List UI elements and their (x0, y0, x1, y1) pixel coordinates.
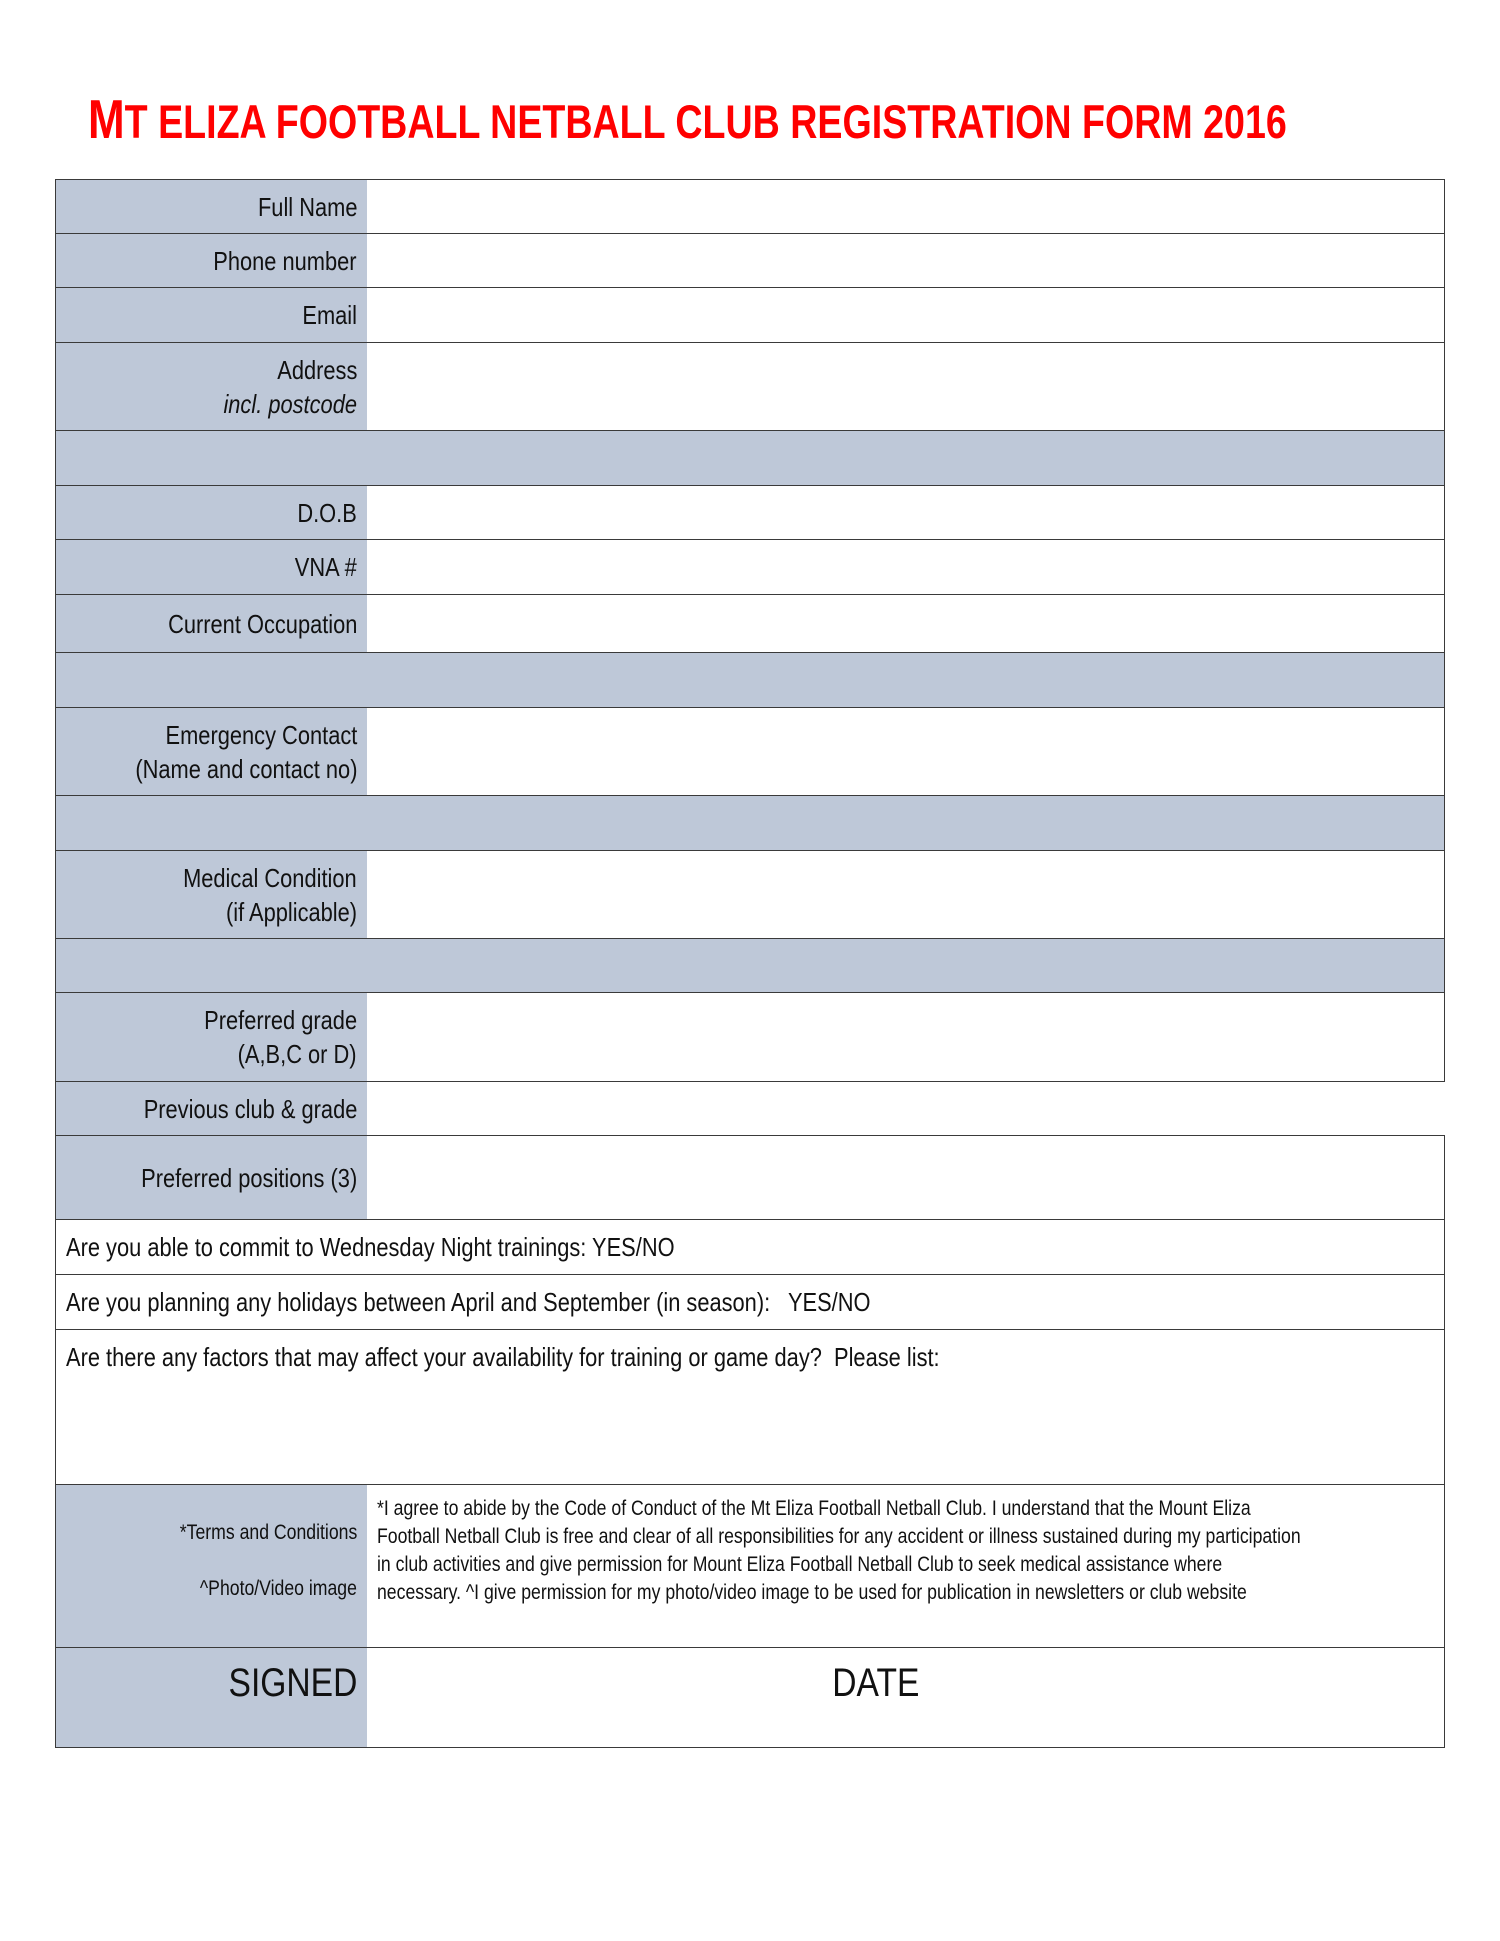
preferred-positions-input[interactable] (367, 1135, 1445, 1220)
medical-condition-input[interactable] (367, 850, 1445, 939)
question-text: Are there any factors that may affect your availability for training or game day? Please list: (66, 1342, 940, 1372)
field-label-cell (55, 233, 368, 288)
field-sublabel: (A,B,C or D) (238, 1039, 357, 1069)
terms-line: *I agree to abide by the Code of Conduct of the Mt Eliza Football Netball Club. I understand that the Mount Eliza (377, 1497, 1251, 1520)
previous-club-input[interactable] (367, 1081, 1445, 1136)
photo-video-label: ^Photo/Video image (199, 1577, 357, 1600)
field-label: Previous club & grade (143, 1093, 357, 1124)
field-label: D.O.B (297, 497, 357, 528)
field-row-preferred-grade (55, 992, 1445, 1082)
signed-label: SIGNED (228, 1661, 357, 1705)
field-label-cell (55, 594, 368, 653)
full-name-input[interactable] (367, 179, 1445, 234)
form-title-initial: M (88, 88, 125, 150)
field-label-cell (55, 287, 368, 343)
question-text: Are you planning any holidays between April and September (in season): YES/NO (66, 1287, 871, 1317)
field-row-medical-condition (55, 850, 1445, 939)
field-label-cell (55, 1081, 368, 1136)
emergency-contact-input[interactable] (367, 707, 1445, 796)
vna-number-input[interactable] (367, 539, 1445, 595)
wednesday-training-answer[interactable] (55, 1219, 1445, 1275)
field-label: Preferred positions (3) (140, 1162, 357, 1193)
holidays-answer[interactable] (55, 1274, 1445, 1330)
field-label: Email (302, 300, 357, 330)
form-title-rest: T ELIZA FOOTBALL NETBALL CLUB REGISTRATION FORM 2016 (124, 95, 1287, 148)
field-row-phone (55, 233, 1445, 288)
field-row-dob (55, 485, 1445, 540)
separator-bar (55, 652, 1445, 708)
phone-number-input[interactable] (367, 233, 1445, 288)
field-label: Emergency Contact (165, 719, 357, 750)
field-label: Medical Condition (183, 862, 357, 893)
separator-bar (55, 430, 1445, 486)
separator-bar (55, 795, 1445, 851)
date-label: DATE (831, 1661, 920, 1705)
field-label-cell (55, 992, 368, 1082)
section-separator (55, 795, 1445, 851)
field-label: Address (276, 354, 357, 385)
field-label: Current Occupation (167, 608, 357, 639)
terms-line: Football Netball Club is free and clear of all responsibilities for any accident or illness sustained during my participation (377, 1525, 1301, 1548)
preferred-grade-input[interactable] (367, 992, 1445, 1082)
field-sublabel: incl. postcode (223, 388, 357, 419)
field-sublabel: (if Applicable) (225, 896, 357, 927)
signature-row (55, 1647, 1445, 1748)
field-label: Full Name (257, 191, 357, 222)
field-label-cell (55, 179, 368, 234)
section-separator (55, 430, 1445, 486)
field-label-cell (55, 707, 368, 796)
availability-factors-answer[interactable] (55, 1329, 1445, 1485)
terms-label: *Terms and Conditions (179, 1521, 357, 1544)
question-row-wednesday-training (55, 1219, 1445, 1275)
field-label-cell (55, 1135, 368, 1220)
address-input[interactable] (367, 342, 1445, 431)
form-title (88, 88, 1287, 150)
section-separator (55, 938, 1445, 993)
occupation-input[interactable] (367, 594, 1445, 653)
terms-line: necessary. ^I give permission for my photo/video image to be used for publication in newsletters or club website (377, 1581, 1247, 1604)
dob-input[interactable] (367, 485, 1445, 540)
question-row-availability-factors (55, 1329, 1445, 1485)
field-row-vna (55, 539, 1445, 595)
field-label-cell (55, 485, 368, 540)
field-row-email (55, 287, 1445, 343)
question-row-holidays (55, 1274, 1445, 1330)
separator-bar (55, 938, 1445, 993)
field-label-cell (55, 342, 368, 431)
field-row-previous-club (55, 1081, 1445, 1136)
signed-label-cell (55, 1647, 368, 1748)
field-row-address (55, 342, 1445, 431)
terms-text-cell (367, 1484, 1445, 1648)
signature-date-field[interactable] (367, 1647, 1445, 1748)
section-separator (55, 652, 1445, 708)
field-label-cell (55, 539, 368, 595)
field-label: VNA # (295, 552, 357, 582)
field-row-occupation (55, 594, 1445, 653)
terms-row (55, 1484, 1445, 1648)
field-sublabel: (Name and contact no) (134, 753, 357, 784)
field-row-full-name (55, 179, 1445, 234)
question-text: Are you able to commit to Wednesday Night trainings: YES/NO (66, 1232, 675, 1262)
field-row-preferred-positions (55, 1135, 1445, 1220)
terms-line: in club activities and give permission for Mount Eliza Football Netball Club to seek medical assistance where (377, 1553, 1223, 1576)
field-label: Preferred grade (204, 1005, 357, 1035)
terms-label-cell (55, 1484, 368, 1648)
field-label: Phone number (213, 245, 357, 276)
field-label-cell (55, 850, 368, 939)
email-input[interactable] (367, 287, 1445, 343)
field-row-emergency-contact (55, 707, 1445, 796)
